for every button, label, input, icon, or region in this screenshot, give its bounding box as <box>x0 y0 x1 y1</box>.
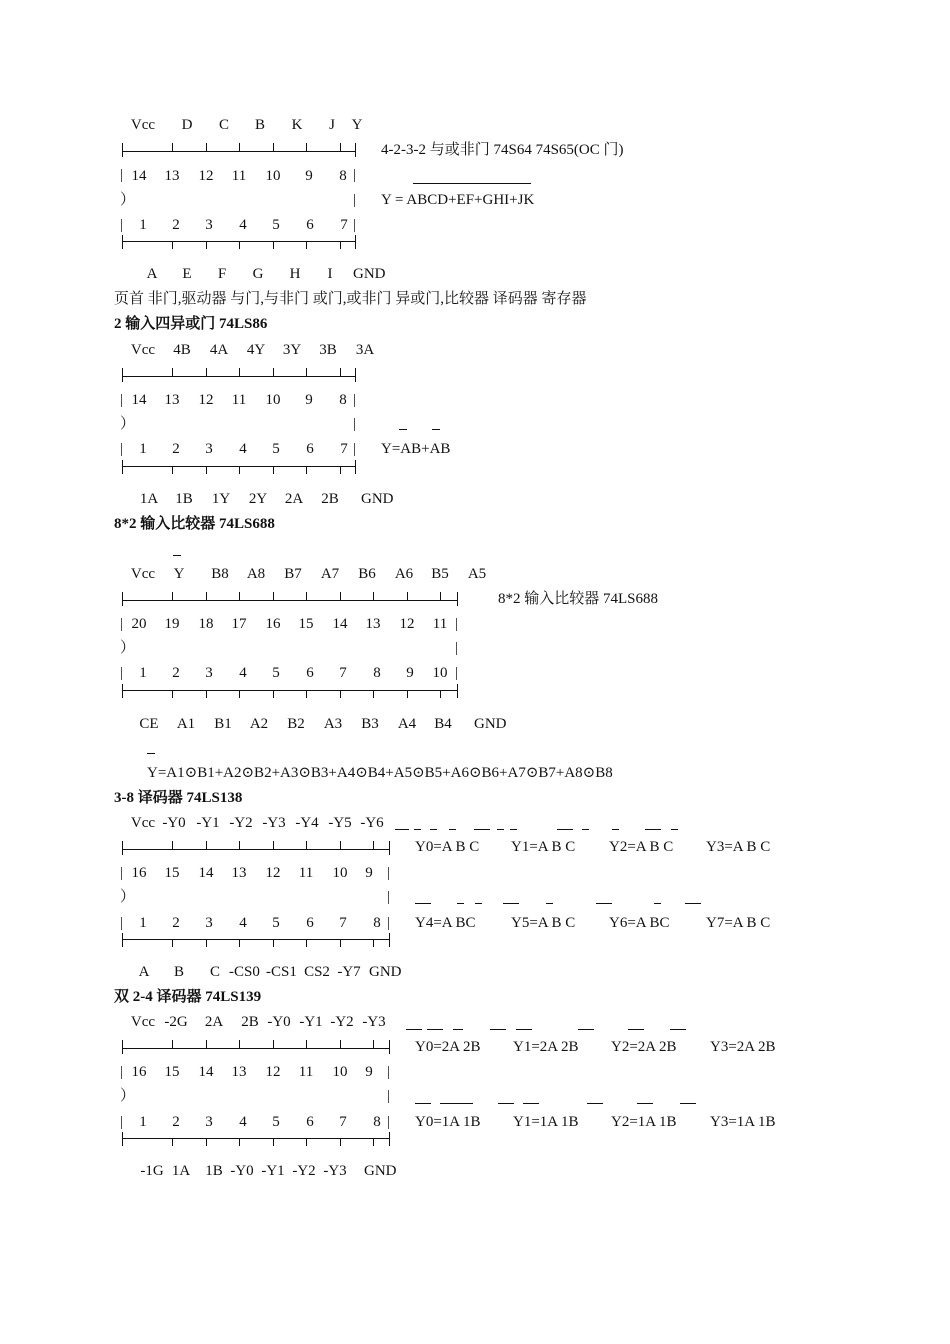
formula: Y6=A BC <box>609 915 670 931</box>
pin-number: 7 <box>339 1114 347 1130</box>
pin-number: 10 <box>432 665 448 681</box>
pin-label: -2G <box>164 1014 188 1030</box>
pin-number: 8 <box>339 168 347 184</box>
chip-body <box>122 1040 390 1146</box>
overbar <box>685 903 701 904</box>
pin-number: 1 <box>139 217 147 233</box>
divider: | <box>353 441 357 457</box>
pin-label: -Y1 <box>261 1163 285 1179</box>
overbar <box>612 829 619 830</box>
formula: Y2=A B C <box>609 839 674 855</box>
pin-label: Y <box>173 566 185 582</box>
overbar <box>628 1029 644 1030</box>
pin-label: 4A <box>209 342 229 358</box>
pin-number: 11 <box>231 168 247 184</box>
pin-label: 4Y <box>246 342 266 358</box>
overbar <box>457 903 464 904</box>
divider: | <box>120 865 124 881</box>
pin-number: 2 <box>172 441 180 457</box>
divider: | <box>353 167 357 183</box>
pin-label: A5 <box>467 566 487 582</box>
overbar <box>510 829 517 830</box>
notch: ） <box>120 192 136 208</box>
pin-number: 7 <box>339 665 347 681</box>
pin-label: A4 <box>397 716 417 732</box>
pin-label: B2 <box>287 716 305 732</box>
divider: | <box>353 192 357 208</box>
divider: | <box>353 217 357 233</box>
pin-number: 9 <box>365 865 373 881</box>
pin-label: 3Y <box>282 342 302 358</box>
pin-number: 9 <box>406 665 414 681</box>
pin-number: 3 <box>205 217 213 233</box>
pin-number: 3 <box>205 665 213 681</box>
overbar <box>173 555 181 556</box>
pin-label: -Y3 <box>362 1014 386 1030</box>
overbar <box>449 829 456 830</box>
pin-number: 13 <box>164 392 180 408</box>
formula: Y0=1A 1B <box>415 1114 481 1130</box>
pin-label: A3 <box>323 716 343 732</box>
section-heading: 8*2 输入比较器 74LS688 <box>114 516 275 532</box>
pin-number: 16 <box>131 1064 147 1080</box>
pin-label: -Y0 <box>267 1014 291 1030</box>
formula: Y2=1A 1B <box>611 1114 677 1130</box>
chip-title: 4-2-3-2 与或非门 74S64 74S65(OC 门) <box>381 142 624 158</box>
pin-label: GND <box>353 266 386 282</box>
pin-label: B <box>173 964 184 980</box>
pin-label: E <box>182 266 192 282</box>
pin-number: 3 <box>205 441 213 457</box>
pin-label: Vcc <box>130 117 156 133</box>
notch: ） <box>120 1088 136 1104</box>
overbar <box>414 829 421 830</box>
pin-label: 1A <box>171 1163 191 1179</box>
overbar <box>497 829 504 830</box>
pin-number: 1 <box>139 915 147 931</box>
divider: | <box>387 1114 391 1130</box>
pin-label: K <box>291 117 303 133</box>
overbar <box>654 903 661 904</box>
pin-number: 14 <box>198 865 214 881</box>
pin-label: A8 <box>246 566 266 582</box>
pin-number: 13 <box>164 168 180 184</box>
pin-label: A7 <box>320 566 340 582</box>
pin-label: 3A <box>355 342 375 358</box>
overbar <box>557 829 573 830</box>
pin-label: 1A <box>139 491 159 507</box>
pin-label: -Y1 <box>299 1014 323 1030</box>
divider: | <box>455 640 459 656</box>
overbar <box>406 1029 422 1030</box>
pin-label: H <box>289 266 301 282</box>
pin-number: 4 <box>239 1114 247 1130</box>
overbar <box>147 753 155 754</box>
pin-label: 2A <box>204 1014 224 1030</box>
pin-label: A6 <box>394 566 414 582</box>
pin-label: -Y4 <box>295 815 319 831</box>
pin-label: -Y3 <box>323 1163 347 1179</box>
pin-number: 14 <box>332 616 348 632</box>
overbar <box>587 1103 603 1104</box>
overbar <box>516 1029 532 1030</box>
overbar <box>453 1029 463 1030</box>
pin-label: A <box>138 964 150 980</box>
pin-number: 14 <box>198 1064 214 1080</box>
overbar <box>498 1103 514 1104</box>
pin-number: 6 <box>306 915 314 931</box>
nav-links[interactable]: 页首 非门,驱动器 与门,与非门 或门,或非门 异或门,比较器 译码器 寄存器 <box>114 291 587 307</box>
pin-number: 2 <box>172 665 180 681</box>
overbar <box>670 1029 686 1030</box>
pin-number: 5 <box>272 915 280 931</box>
pin-number: 11 <box>298 1064 314 1080</box>
notch: ） <box>120 889 136 905</box>
formula: Y3=1A 1B <box>710 1114 776 1130</box>
pin-number: 7 <box>340 441 348 457</box>
pin-label: 2B <box>241 1014 259 1030</box>
pin-label: B6 <box>358 566 376 582</box>
pin-label: B8 <box>211 566 229 582</box>
pin-label: Y <box>351 117 363 133</box>
pin-number: 10 <box>265 392 281 408</box>
overbar <box>523 1103 539 1104</box>
divider: | <box>455 616 459 632</box>
formula: Y1=A B C <box>511 839 576 855</box>
overbar <box>395 829 409 830</box>
overbar <box>430 829 437 830</box>
divider: | <box>353 416 357 432</box>
pin-number: 15 <box>298 616 314 632</box>
pin-number: 4 <box>239 217 247 233</box>
formula: Y = ABCD+EF+GHI+JK <box>381 192 535 208</box>
overbar <box>415 1103 431 1104</box>
pin-label: I <box>327 266 333 282</box>
pin-number: 9 <box>305 168 313 184</box>
section-heading: 2 输入四异或门 74LS86 <box>114 316 268 332</box>
pin-label: GND <box>361 491 394 507</box>
pin-number: 10 <box>265 168 281 184</box>
formula: Y0=2A 2B <box>415 1039 481 1055</box>
pin-label: C <box>218 117 229 133</box>
overbar <box>582 829 589 830</box>
overbar <box>671 829 678 830</box>
overbar <box>440 1103 473 1104</box>
pin-number: 7 <box>339 915 347 931</box>
pin-number: 13 <box>231 865 247 881</box>
divider: | <box>387 1064 391 1080</box>
pin-number: 5 <box>272 217 280 233</box>
pin-number: 6 <box>306 441 314 457</box>
pin-number: 17 <box>231 616 247 632</box>
pin-label: CS2 <box>304 964 330 980</box>
section-heading: 双 2-4 译码器 74LS139 <box>114 989 262 1005</box>
pin-number: 8 <box>373 1114 381 1130</box>
pin-label: 2B <box>321 491 339 507</box>
pin-number: 11 <box>298 865 314 881</box>
pin-number: 9 <box>305 392 313 408</box>
overbar <box>546 903 553 904</box>
formula: Y4=A BC <box>415 915 476 931</box>
divider: | <box>387 1088 391 1104</box>
pin-label: A <box>146 266 158 282</box>
divider: | <box>387 889 391 905</box>
pin-label: F <box>217 266 227 282</box>
overbar <box>503 903 519 904</box>
pin-label: A1 <box>176 716 196 732</box>
pin-number: 1 <box>139 1114 147 1130</box>
pin-number: 1 <box>139 665 147 681</box>
notch: ） <box>120 416 136 432</box>
pin-number: 11 <box>231 392 247 408</box>
pin-number: 12 <box>265 865 281 881</box>
pin-number: 6 <box>306 217 314 233</box>
pin-number: 4 <box>239 915 247 931</box>
pin-label: -Y0 <box>230 1163 254 1179</box>
divider: | <box>120 217 124 233</box>
pin-label: GND <box>474 716 507 732</box>
divider: | <box>120 167 124 183</box>
pin-number: 6 <box>306 665 314 681</box>
section-heading: 3-8 译码器 74LS138 <box>114 790 243 806</box>
notch: ） <box>120 640 136 656</box>
pin-number: 10 <box>332 1064 348 1080</box>
overbar <box>596 903 612 904</box>
overbar <box>645 829 661 830</box>
pin-number: 6 <box>306 1114 314 1130</box>
chip-body <box>122 143 356 249</box>
pin-number: 4 <box>239 665 247 681</box>
pin-number: 12 <box>265 1064 281 1080</box>
pin-label: 3B <box>319 342 337 358</box>
pin-label: -Y6 <box>360 815 384 831</box>
formula: Y7=A B C <box>706 915 771 931</box>
pin-label: Vcc <box>130 342 156 358</box>
formula: Y1=1A 1B <box>513 1114 579 1130</box>
pin-label: B3 <box>361 716 379 732</box>
pin-label: Vcc <box>130 1014 156 1030</box>
pin-label: Vcc <box>130 815 156 831</box>
chip-body <box>122 592 458 698</box>
pin-number: 5 <box>272 1114 280 1130</box>
pin-label: -Y2 <box>229 815 253 831</box>
pin-number: 4 <box>239 441 247 457</box>
pin-number: 14 <box>131 168 147 184</box>
overbar <box>578 1029 594 1030</box>
pin-number: 15 <box>164 865 180 881</box>
pin-label: -Y3 <box>262 815 286 831</box>
pin-label: CE <box>139 716 159 732</box>
pin-number: 8 <box>373 915 381 931</box>
pin-number: 13 <box>231 1064 247 1080</box>
pin-label: 1Y <box>211 491 231 507</box>
pin-number: 3 <box>205 1114 213 1130</box>
pin-label: GND <box>369 964 402 980</box>
overbar <box>432 429 440 430</box>
overbar <box>490 1029 506 1030</box>
pin-number: 2 <box>172 1114 180 1130</box>
divider: | <box>455 665 459 681</box>
pin-label: -Y2 <box>330 1014 354 1030</box>
pin-label: 4B <box>173 342 191 358</box>
pin-number: 12 <box>399 616 415 632</box>
pin-label: -Y7 <box>337 964 361 980</box>
pin-label: B7 <box>284 566 302 582</box>
pin-label: 2Y <box>248 491 268 507</box>
formula: Y1=2A 2B <box>513 1039 579 1055</box>
formula: Y3=A B C <box>706 839 771 855</box>
pin-number: 20 <box>131 616 147 632</box>
chip-title: 8*2 输入比较器 74LS688 <box>498 591 659 607</box>
pin-number: 11 <box>432 616 448 632</box>
pin-number: 9 <box>365 1064 373 1080</box>
pin-label: -CS1 <box>266 964 297 980</box>
pin-label: -Y5 <box>328 815 352 831</box>
pin-label: C <box>209 964 220 980</box>
pin-label: G <box>252 266 264 282</box>
overbar <box>415 903 431 904</box>
pin-label: -Y1 <box>196 815 220 831</box>
pin-label: Vcc <box>130 566 156 582</box>
divider: | <box>120 1114 124 1130</box>
divider: | <box>353 392 357 408</box>
pin-label: GND <box>364 1163 397 1179</box>
divider: | <box>387 865 391 881</box>
pin-number: 18 <box>198 616 214 632</box>
pin-number: 13 <box>365 616 381 632</box>
formula: Y=AB+AB <box>381 441 451 457</box>
pin-label: B5 <box>431 566 449 582</box>
pin-label: D <box>181 117 193 133</box>
pin-number: 8 <box>339 392 347 408</box>
divider: | <box>120 392 124 408</box>
pin-number: 5 <box>272 665 280 681</box>
overbar <box>413 183 531 184</box>
pin-label: 1B <box>205 1163 223 1179</box>
formula: Y0=A B C <box>415 839 480 855</box>
pin-label: A2 <box>249 716 269 732</box>
pin-number: 2 <box>172 217 180 233</box>
pin-label: -Y2 <box>292 1163 316 1179</box>
pin-label: -1G <box>140 1163 164 1179</box>
pin-label: 2A <box>284 491 304 507</box>
pin-label: -Y0 <box>162 815 186 831</box>
pin-label: B1 <box>214 716 232 732</box>
overbar <box>474 829 490 830</box>
overbar <box>475 903 482 904</box>
overbar <box>399 429 407 430</box>
formula: Y3=2A 2B <box>710 1039 776 1055</box>
pin-label: 1B <box>175 491 193 507</box>
pin-number: 8 <box>373 665 381 681</box>
pin-number: 3 <box>205 915 213 931</box>
pin-number: 5 <box>272 441 280 457</box>
formula: Y2=2A 2B <box>611 1039 677 1055</box>
pin-number: 12 <box>198 392 214 408</box>
pin-number: 12 <box>198 168 214 184</box>
divider: | <box>387 915 391 931</box>
pin-number: 10 <box>332 865 348 881</box>
overbar <box>680 1103 696 1104</box>
overbar <box>637 1103 653 1104</box>
divider: | <box>120 915 124 931</box>
pin-number: 19 <box>164 616 180 632</box>
pin-number: 16 <box>131 865 147 881</box>
pin-number: 1 <box>139 441 147 457</box>
pin-label: -CS0 <box>229 964 260 980</box>
pin-number: 7 <box>340 217 348 233</box>
pin-label: J <box>329 117 335 133</box>
pin-number: 14 <box>131 392 147 408</box>
divider: | <box>120 441 124 457</box>
formula: Y=A1⊙B1+A2⊙B2+A3⊙B3+A4⊙B4+A5⊙B5+A6⊙B6+A7⊙B7+A8⊙B8 <box>147 765 613 781</box>
chip-body <box>122 368 356 474</box>
pin-label: B4 <box>434 716 452 732</box>
divider: | <box>120 616 124 632</box>
pin-number: 15 <box>164 1064 180 1080</box>
pin-number: 16 <box>265 616 281 632</box>
pin-number: 2 <box>172 915 180 931</box>
pin-label: B <box>254 117 265 133</box>
overbar <box>427 1029 443 1030</box>
chip-body <box>122 841 390 947</box>
divider: | <box>120 1064 124 1080</box>
formula: Y5=A B C <box>511 915 576 931</box>
divider: | <box>120 665 124 681</box>
